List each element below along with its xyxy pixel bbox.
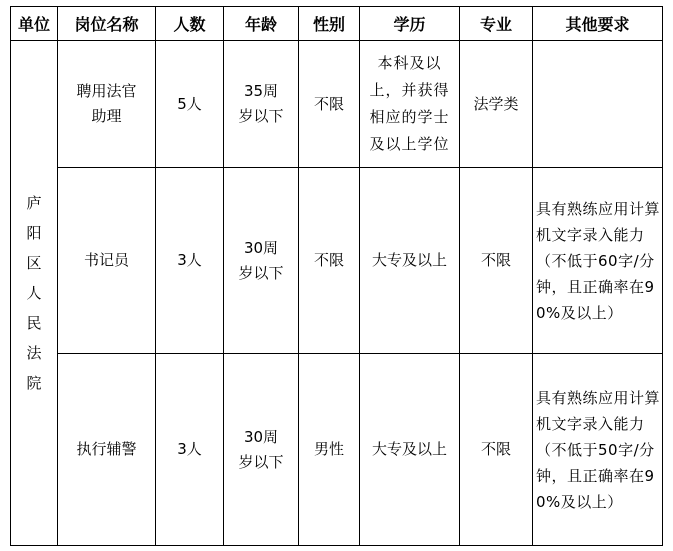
position-cell [58, 41, 156, 168]
gender-cell: 不限 [299, 168, 360, 354]
education-cell: 大专及以上 [360, 168, 460, 354]
recruitment-table [10, 6, 663, 546]
header-row [11, 7, 663, 41]
count-cell: 3人 [156, 168, 224, 354]
header-education: 学历 [360, 7, 460, 41]
table-row [11, 168, 663, 354]
count-cell: 3人 [156, 354, 224, 546]
table-row [11, 41, 663, 168]
age-text: 30周岁以下 [238, 427, 284, 471]
major-cell: 不限 [460, 168, 533, 354]
unit-name: 庐阳区人民法院 [26, 194, 42, 392]
major-cell: 法学类 [460, 41, 533, 168]
count-cell: 5人 [156, 41, 224, 168]
header-position: 岗位名称 [58, 7, 156, 41]
other-requirements-cell [533, 354, 663, 546]
unit-cell [11, 41, 58, 546]
other-requirements-cell [533, 41, 663, 168]
major-cell: 不限 [460, 354, 533, 546]
header-other: 其他要求 [533, 7, 663, 41]
other-requirements-text: 具有熟练应用计算机文字录入能力（不低于60字/分钟，且正确率在90%及以上） [536, 199, 661, 322]
header-unit: 单位 [11, 7, 58, 41]
position-name: 聘用法官助理 [76, 82, 137, 125]
position-cell: 书记员 [58, 168, 156, 354]
age-cell [224, 354, 299, 546]
header-age: 年龄 [224, 7, 299, 41]
other-requirements-cell [533, 168, 663, 354]
age-text: 35周岁以下 [238, 82, 284, 125]
education-cell: 大专及以上 [360, 354, 460, 546]
age-cell [224, 168, 299, 354]
gender-cell: 不限 [299, 41, 360, 168]
header-gender: 性别 [299, 7, 360, 41]
gender-cell: 男性 [299, 354, 360, 546]
education-text: 本科及以上，并获得相应的学士及以上学位 [369, 54, 450, 153]
age-cell [224, 41, 299, 168]
age-text: 30周岁以下 [238, 238, 284, 282]
other-requirements-text: 具有熟练应用计算机文字录入能力（不低于50字/分钟，且正确率在90%及以上） [536, 388, 661, 511]
table-row [11, 354, 663, 546]
education-cell [360, 41, 460, 168]
header-count: 人数 [156, 7, 224, 41]
header-major: 专业 [460, 7, 533, 41]
position-cell: 执行辅警 [58, 354, 156, 546]
